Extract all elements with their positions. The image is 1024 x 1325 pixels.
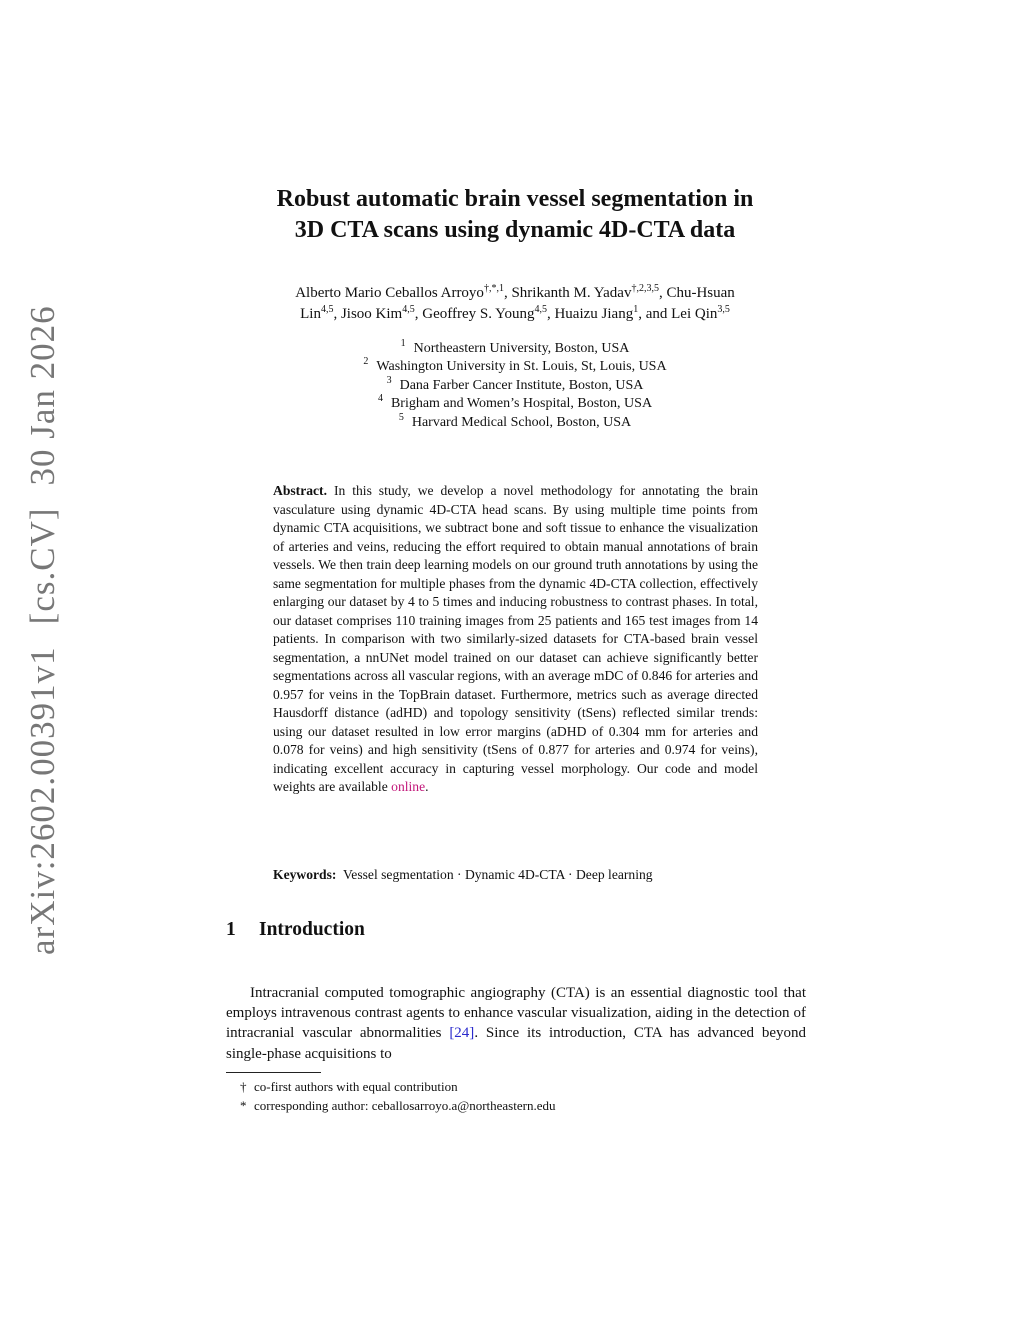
- author-affiliation-marks: 3,5: [717, 304, 730, 315]
- footnotes: [240, 1077, 555, 1115]
- author-affiliation-marks: 1: [633, 304, 639, 315]
- author-affiliation-marks: 4,5: [402, 304, 415, 315]
- author-line-1: Alberto Mario Ceballos Arroyo$^{\dagger,*,1}$, Shrikanth M. Yadav$^{\dagger,2,3,5}$, Chu-Hsuan: [295, 283, 735, 301]
- affiliation-list: [250, 340, 780, 432]
- title-line-1: Robust automatic brain vessel segmentation in: [276, 186, 754, 212]
- footnote-mark: †: [240, 1079, 247, 1094]
- footnote-text: co-first authors with equal contribution: [254, 1079, 458, 1094]
- intro-text: Intracranial computed tomographic angiography (CTA) is an essential diagnostic tool that employs intravenous contrast agents to enhance vascular visualization, aiding in the detection of intracranial vascular abnormalities: [226, 985, 806, 1042]
- abstract-end: .: [425, 779, 429, 794]
- affiliation-text: Washington University in St. Louis, St, Louis, USA: [376, 359, 667, 375]
- affiliation-item: [250, 395, 780, 413]
- arxiv-category: [cs.CV]: [23, 507, 62, 625]
- affiliation-item: [250, 411, 780, 432]
- introduction-paragraph: [226, 983, 806, 1064]
- footnote-mark: *: [240, 1098, 247, 1113]
- keywords-items: Vessel segmentation · Dynamic 4D-CTA · Deep learning: [343, 867, 653, 882]
- arxiv-date: 30 Jan 2026: [23, 305, 62, 486]
- paper-title: [180, 184, 850, 246]
- abstract-text: In this study, we develop a novel methodology for annotating the brain vasculature using dynamic 4D-CTA head scans. By using multiple time points from dynamic CTA acquisitions, we subtract bone and soft tissue to enhance the visualization of arteries and veins, reducing the effort required to obtain manual annotations of brain vessels. We then train deep learning models on our ground truth annotations by using the same segmentation for multiple phases from the dynamic 4D-CTA collection, effectively enlarging our dataset by 4 to 5 times and inducing robustness to contrast phases. In total, our dataset comprises 110 training images from 25 patients and 165 test images from 14 patients. In comparison with two similarly-sized datasets for CTA-based brain vessel segmentation, a nnUNet model trained on our dataset can achieve significantly better segmentations across all vascular regions, with an average mDC of 0.846 for arteries and 0.957 for veins in the TopBrain dataset. Furthermore, metrics such as average directed Hausdorff distance (adHD) and topology sensitivity (tSens) reflected similar trends: using our dataset resulted in low error margins (aDHD of 0.304 mm for arteries and 0.078 for veins) and high sensitivity (tSens of 0.877 for arteries and 0.974 for veins), indicating excellent accuracy in capturing vessel morphology. Our code and model weights are available: [273, 483, 758, 794]
- abstract-label: Abstract.: [273, 483, 327, 498]
- affiliation-number: 1: [400, 338, 406, 349]
- section-number: 1: [226, 919, 236, 940]
- intro-text-continued: . Since its introduction, CTA has advanced beyond single-phase acquisitions to: [226, 1025, 806, 1062]
- title-line-2: 3D CTA scans using dynamic 4D-CTA data: [294, 217, 736, 243]
- author-name-part: Chu-Hsuan: [666, 285, 735, 301]
- author-affiliation-marks: 4,5: [320, 304, 334, 315]
- footnote-item: [240, 1077, 555, 1096]
- author-list: [200, 283, 830, 325]
- author-name: Shrikanth M. Yadav: [511, 285, 632, 301]
- affiliation-text: Dana Farber Cancer Institute, Boston, USA: [399, 377, 644, 393]
- affiliation-text: Northeastern University, Boston, USA: [413, 341, 630, 356]
- affiliation-number: 5: [398, 411, 404, 423]
- footnote-text: corresponding author: ceballosarroyo.a@northeastern.edu: [254, 1098, 556, 1113]
- author-affiliation-marks: †,*,1: [483, 283, 504, 294]
- author-name: Huaizu Jiang: [554, 306, 634, 322]
- keywords: [273, 866, 758, 884]
- author-affiliation-marks: 4,5: [534, 304, 547, 315]
- footnote-divider: [226, 1072, 321, 1073]
- author-name: Alberto Mario Ceballos Arroyo: [295, 285, 484, 301]
- author-line-2: Lin$^{4,5}$, Jisoo Kim$^{4,5}$, Geoffrey S. Young$^{4,5}$, Huaizu Jiang$^1$, and Lei Qin$^{3,5}$: [300, 304, 730, 322]
- affiliation-item: [250, 340, 780, 358]
- citation-link[interactable]: [24]: [449, 1025, 475, 1042]
- author-name: Lei Qin: [671, 306, 718, 322]
- code-link[interactable]: online: [391, 779, 426, 794]
- affiliation-number: 3: [386, 374, 392, 386]
- affiliation-item: [250, 358, 780, 376]
- affiliation-number: 4: [377, 393, 383, 405]
- abstract: [273, 482, 758, 797]
- affiliation-number: 2: [363, 356, 369, 368]
- author-name-part: Lin: [300, 306, 321, 322]
- section-title: Introduction: [259, 919, 365, 940]
- section-heading: [226, 919, 365, 941]
- author-name: Geoffrey S. Young: [422, 306, 535, 322]
- footnote-item: [240, 1096, 555, 1115]
- affiliation-text: Harvard Medical School, Boston, USA: [411, 414, 632, 430]
- affiliation-item: [250, 374, 780, 395]
- author-affiliation-marks: †,2,3,5: [631, 283, 659, 294]
- author-name: Jisoo Kim: [340, 306, 403, 322]
- arxiv-identifier-stamp: [23, 305, 63, 955]
- keywords-label: Keywords:: [273, 867, 337, 882]
- affiliation-text: Brigham and Women’s Hospital, Boston, USA: [390, 396, 653, 412]
- arxiv-id: arXiv:2602.00391v1: [23, 646, 62, 955]
